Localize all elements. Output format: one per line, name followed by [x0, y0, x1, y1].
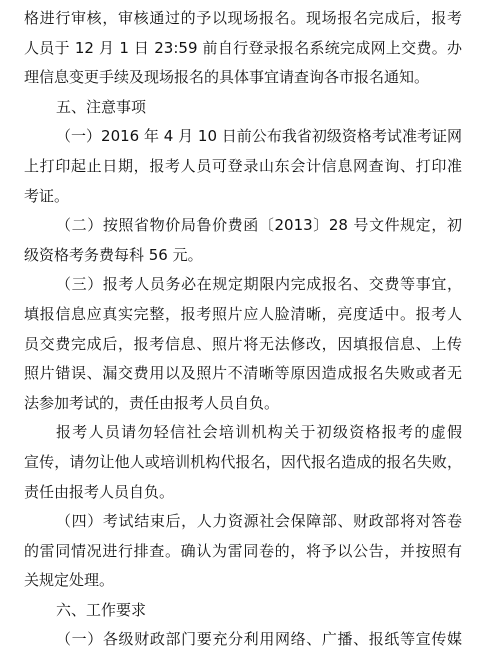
section-heading: 六、工作要求: [56, 600, 147, 619]
text-line: 法参加考试的，责任由报考人员自负。: [24, 393, 280, 412]
text-line: （四）考试结束后，人力资源社会保障部、财政部将对答卷: [56, 512, 462, 531]
text-line: 格进行审核，审核通过的予以现场报名。现场报名完成后，报考: [24, 9, 462, 27]
text-line: 级资格考务费每科 56 元。: [24, 245, 203, 264]
text-line: 填报信息应真实完整，报考照片应人脸清晰，亮度适中。报考人: [24, 304, 462, 323]
text-line: 的雷同情况进行排查。确认为雷同卷的，将予以公告，并按照有: [24, 541, 462, 560]
text-line: 人员于 12 月 1 日 23:59 前自行登录报名系统完成网上交费。办: [24, 38, 462, 57]
text-line: （三）报考人员务必在规定期限内完成报名、交费等事宜，: [56, 275, 462, 294]
text-line: 员交费完成后，报考信息、照片将无法修改，因填报信息、上传: [24, 334, 462, 353]
text-line: 报考人员请勿轻信社会培训机构关于初级资格报考的虚假: [56, 423, 462, 442]
text-line: （二）按照省物价局鲁价费函〔2013〕28 号文件规定，初: [56, 216, 462, 235]
text-line: 责任由报考人员自负。: [24, 482, 175, 501]
text-line: 宣传，请勿让他人或培训机构代报名，因代报名造成的报名失败，: [24, 452, 462, 471]
text-line: 照片错误、漏交费用以及照片不清晰等原因造成报名失败或者无: [24, 364, 462, 383]
text-line: 考证。: [24, 186, 70, 205]
section-heading: 五、注意事项: [56, 97, 147, 116]
text-line: 关规定处理。: [24, 571, 115, 590]
text-line: 上打印起止日期，报考人员可登录山东会计信息网查询、打印准: [24, 156, 462, 175]
text-line: （一）各级财政部门要充分利用网络、广播、报纸等宣传媒: [56, 630, 462, 649]
text-line: 理信息变更手续及现场报名的具体事宜请查询各市报名通知。: [24, 68, 430, 87]
text-line: （一）2016 年 4 月 10 日前公布我省初级资格考试准考证网: [56, 127, 462, 146]
